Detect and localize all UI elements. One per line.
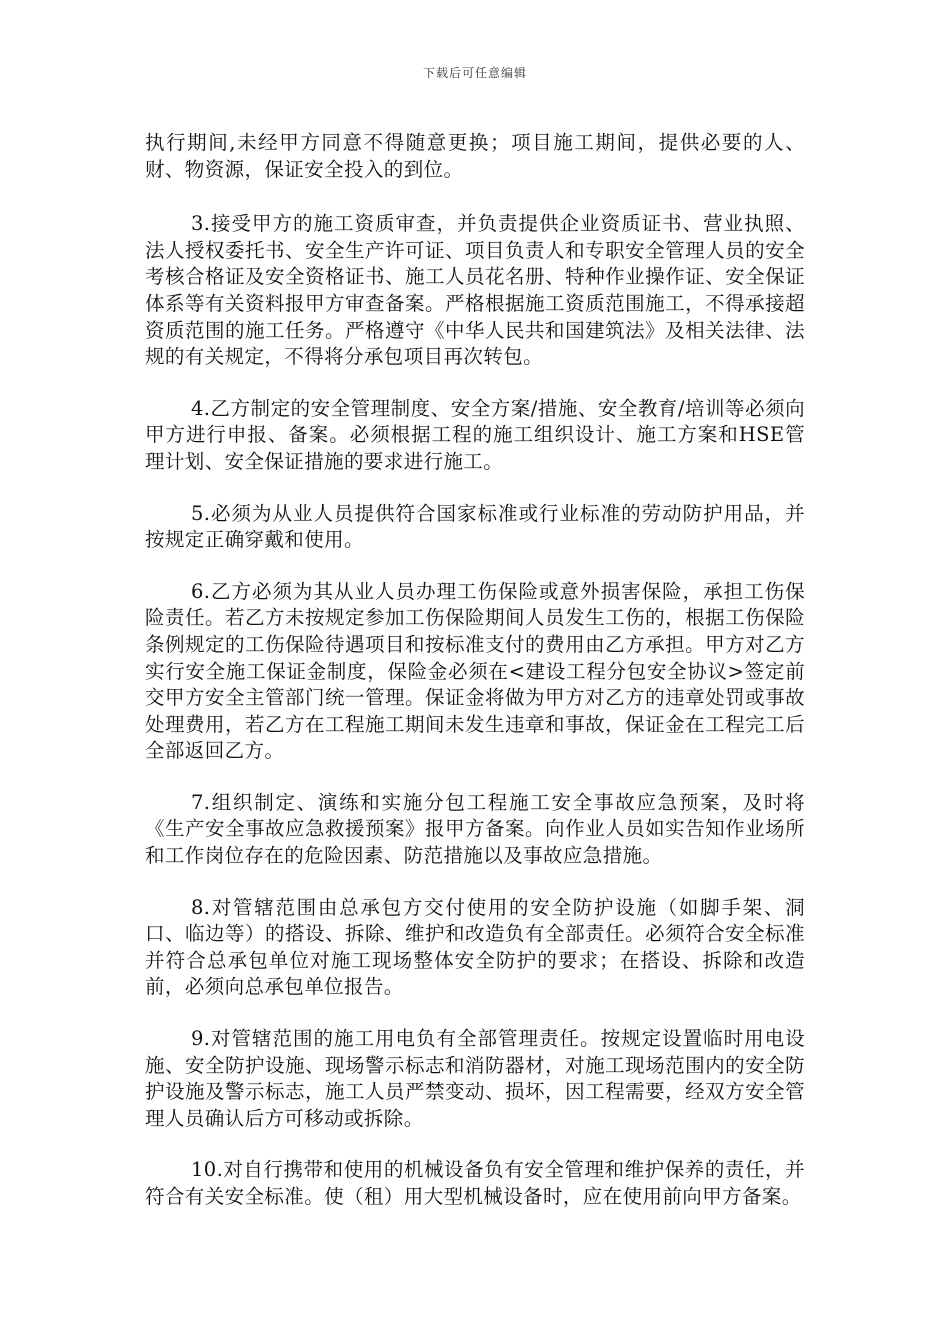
page-header: 下载后可任意编辑	[422, 66, 527, 80]
paragraph-item-6: 6.乙方必须为其从业人员办理工伤保险或意外损害保险，承担工伤保险责任。若乙方未按规定参加工伤保险期间人员发生工伤的，根据工伤保险条例规定的工伤保险待遇项目和按标准支付的费用由乙方承担。甲方对乙方实行安全施工保证金制度，保险金必须在<建设工程分包安全协议>签定前交甲方安全主管部门统一管理。保证金将做为甲方对乙方的违章处罚或事故处理费用，若乙方在工程施工期间未发生违章和事故，保证金在工程完工后全部返回乙方。	[145, 579, 805, 763]
paragraph-item-5: 5.必须为从业人员提供符合国家标准或行业标准的劳动防护用品，并按规定正确穿戴和使用。	[145, 501, 805, 552]
paragraph-continuation: 执行期间,未经甲方同意不得随意更换；项目施工期间，提供必要的人、财、物资源，保证安全投入的到位。	[145, 131, 805, 181]
paragraph-item-8: 8.对管辖范围由总承包方交付使用的安全防护设施（如脚手架、洞口、临边等）的搭设、拆除、维护和改造负有全部责任。必须符合安全标准并符合总承包单位对施工现场整体安全防护的要求；在搭设、拆除和改造前，必须向总承包单位报告。	[145, 895, 805, 999]
paragraph-item-4: 4.乙方制定的安全管理制度、安全方案/措施、安全教育/培训等必须向甲方进行申报、备案。必须根据工程的施工组织设计、施工方案和HSE管理计划、安全保证措施的要求进行施工。	[145, 396, 805, 473]
paragraph-item-3: 3.接受甲方的施工资质审查，并负责提供企业资质证书、营业执照、法人授权委托书、安全生产许可证、项目负责人和专职安全管理人员的安全考核合格证及安全资格证书、施工人员花名册、特种作业操作证、安全保证体系等有关资料报甲方审查备案。严格根据施工资质范围施工，不得承接超资质范围的施工任务。严格遵守《中华人民共和国建筑法》及相关法律、法规的有关规定，不得将分承包项目再次转包。	[145, 212, 805, 369]
paragraph-item-7: 7.组织制定、演练和实施分包工程施工安全事故应急预案，及时将《生产安全事故应急救援预案》报甲方备案。向作业人员如实告知作业场所和工作岗位存在的危险因素、防范措施以及事故应急措施。	[145, 790, 805, 868]
paragraph-item-10: 10.对自行携带和使用的机械设备负有安全管理和维护保养的责任，并符合有关安全标准。使（租）用大型机械设备时，应在使用前向甲方备案。	[145, 1158, 805, 1208]
document-body	[145, 130, 805, 1236]
paragraph-item-9: 9.对管辖范围的施工用电负有全部管理责任。按规定设置临时用电设施、安全防护设施、现场警示标志和消防器材，对施工现场范围内的安全防护设施及警示标志，施工人员严禁变动、损坏，因工程需要，经双方安全管理人员确认后方可移动或拆除。	[145, 1027, 805, 1130]
